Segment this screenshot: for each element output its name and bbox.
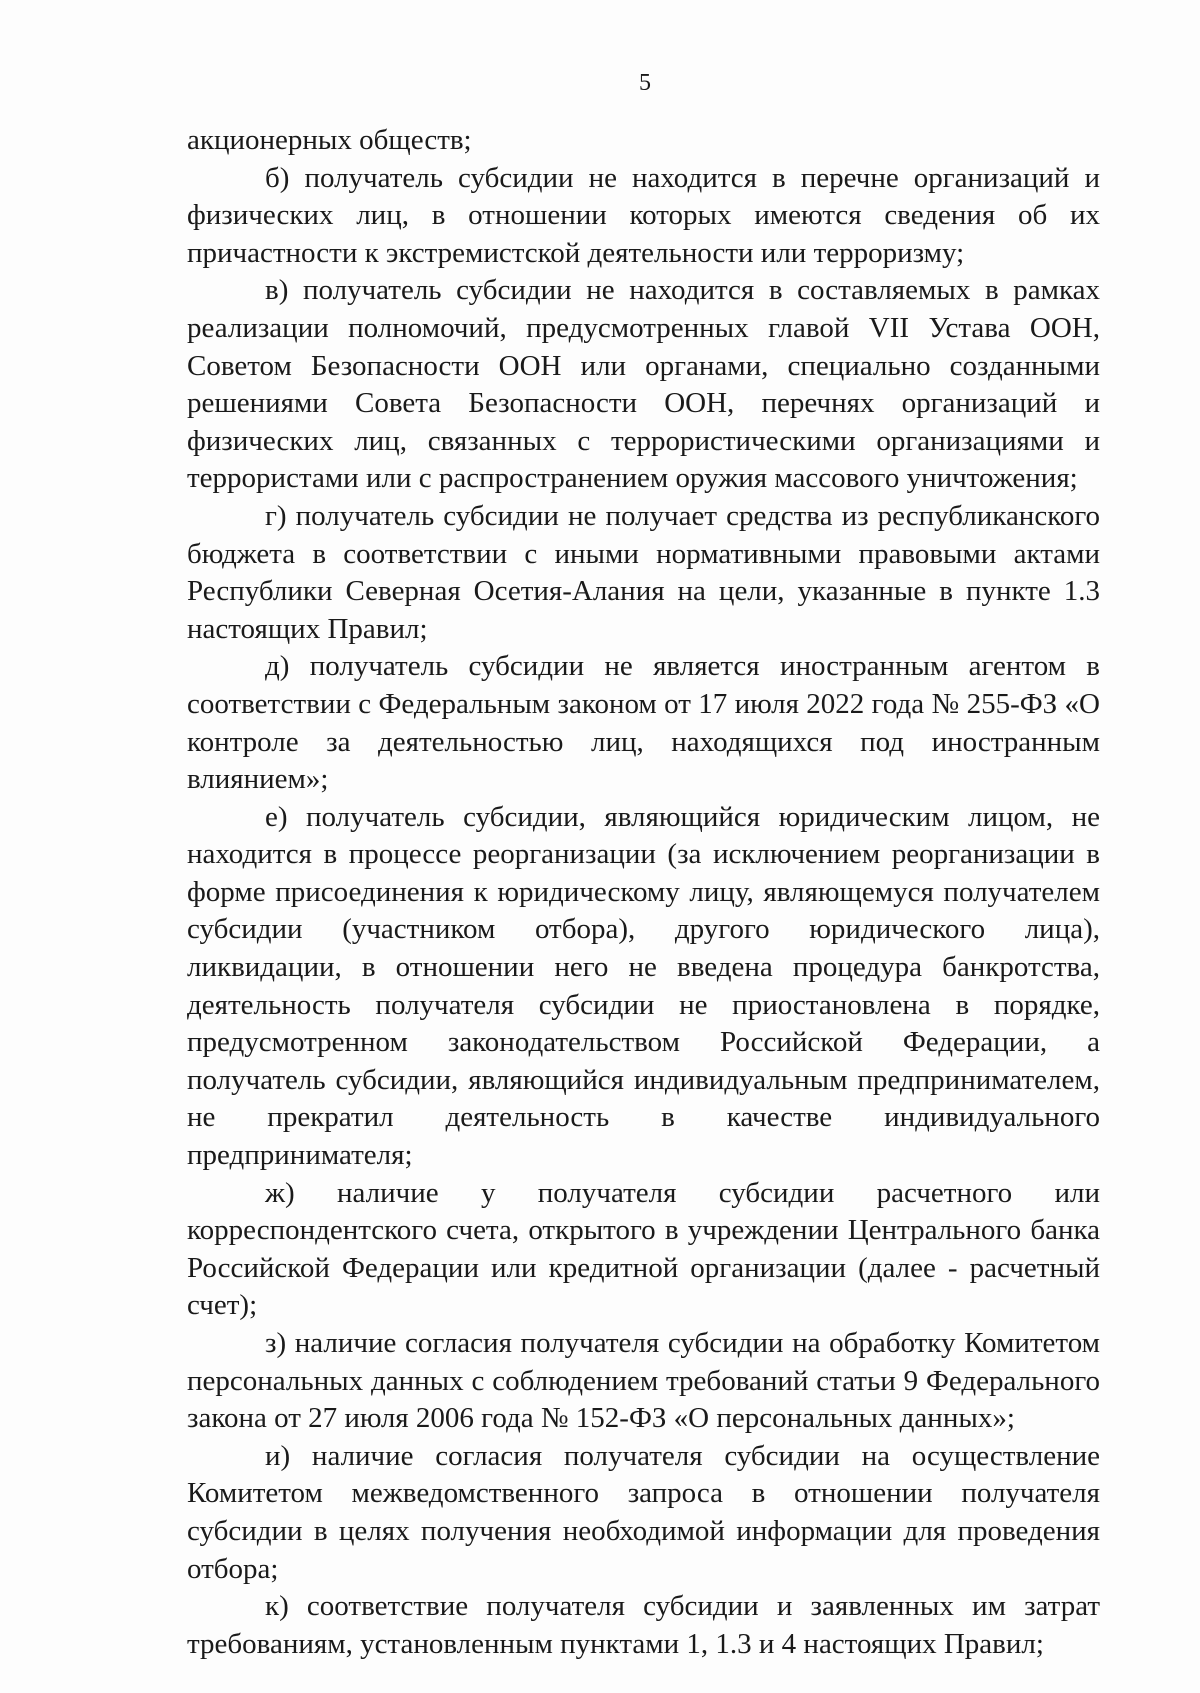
paragraph-item-e: е) получатель субсидии, являющийся юридическим лицом, не находится в процессе реорганизации (за исключением реорганизации в форме присоединения к юридическому лицу, являющемуся получателем субсидии (участником отбора), другого юридического лица), ликвидации, в отношении него не введена процедура банкротства, деятельность получателя субсидии не приостановлена в порядке, предусмотренном законодательством Российской Федерации, а получатель субсидии, являющийся индивидуальным предпринимателем, не прекратил деятельность в качестве индивидуального предпринимателя; [187,800,1100,1172]
paragraph-item-z: з) наличие согласия получателя субсидии на обработку Комитетом персональных данных с соблюдением требований статьи 9 Федерального закона от 27 июля 2006 года № 152-ФЗ «О персональных данных»; [187,1327,1100,1435]
paragraph-item-i: и) наличие согласия получателя субсидии на осуществление Комитетом межведомственного запроса в отношении получателя субсидии в целях получения необходимой информации для проведения отбора; [187,1439,1100,1585]
paragraph-item-zh: ж) наличие у получателя субсидии расчетного или корреспондентского счета, открытого в учреждении Центрального банка Российской Федерации или кредитной организации (далее - расчетный счет); [187,1176,1100,1322]
paragraph-continuation: акционерных обществ; [187,124,472,156]
paragraph-item-b: б) получатель субсидии не находится в перечне организаций и физических лиц, в отношении которых имеются сведения об их причастности к экстремистской деятельности или терроризму; [187,161,1100,269]
paragraph-item-v: в) получатель субсидии не находится в составляемых в рамках реализации полномочий, предусмотренных главой VII Устава ООН, Советом Безопасности ООН или органами, специально созданными решениями Совета Безопасности ООН, перечнях организаций и физических лиц, связанных с террористическими организациями и террористами или с распространением оружия массового уничтожения; [187,274,1100,495]
paragraph-item-g: г) получатель субсидии не получает средства из республиканского бюджета в соответствии с иными нормативными правовыми актами Республики Северная Осетия-Алания на цели, указанные в пункте 1.3 настоящих Правил; [187,499,1100,645]
paragraph-item-k: к) соответствие получателя субсидии и заявленных им затрат требованиям, установленным пунктами 1, 1.3 и 4 настоящих Правил; [187,1590,1100,1660]
document-body [187,122,1100,1663]
page-number: 5 [639,70,651,96]
paragraph-item-d: д) получатель субсидии не является иностранным агентом в соответствии с Федеральным законом от 17 июля 2022 года № 255-ФЗ «О контроле за деятельностью лиц, находящихся под иностранным влиянием»; [187,650,1100,796]
